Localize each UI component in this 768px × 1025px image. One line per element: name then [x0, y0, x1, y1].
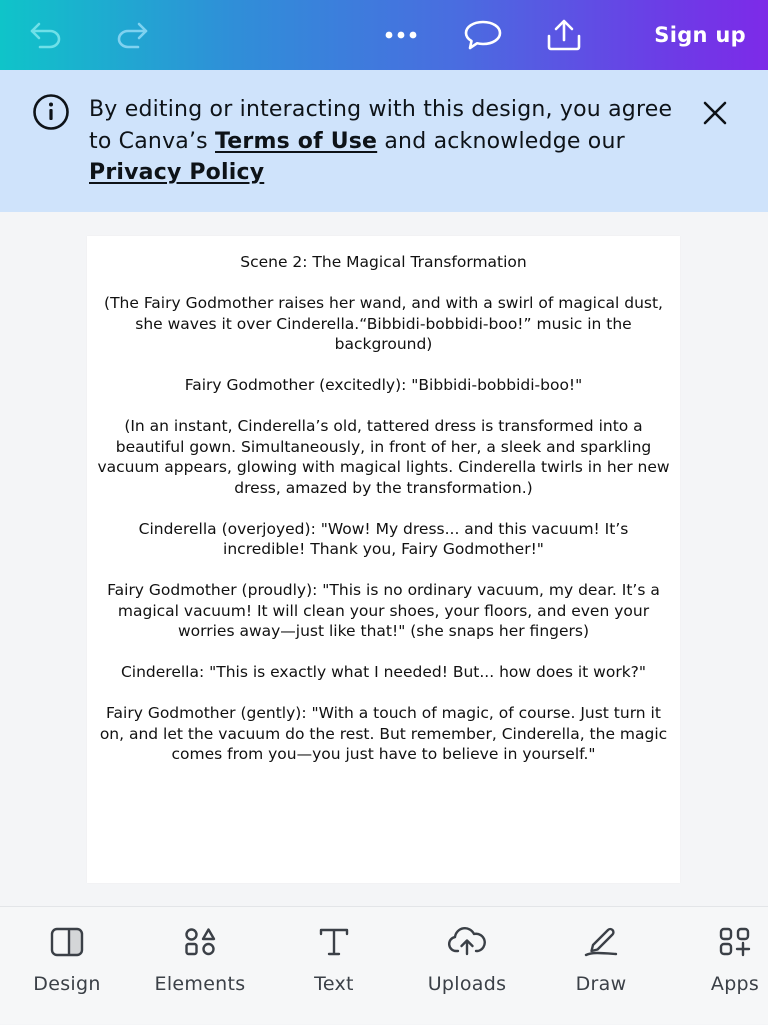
paragraph: Cinderella: "This is exactly what I needed! But... how does it work?" [120, 663, 647, 681]
undo-arrow-icon [28, 21, 64, 49]
terms-notice-banner [0, 70, 768, 212]
paragraph: Cinderella (overjoyed): "Wow! My dress... and this vacuum! It’s incredible! Thank you, Fairy Godmother!" [138, 519, 629, 558]
comment-bubble-icon [463, 19, 503, 51]
bottom-toolbar [0, 906, 768, 1024]
design-layout-icon [50, 927, 84, 957]
more-dots-icon [383, 30, 419, 40]
privacy-policy-link[interactable]: Privacy Policy [89, 160, 265, 185]
close-notice-button[interactable] [698, 96, 732, 130]
notice-text [89, 94, 679, 189]
tool-draw[interactable] [546, 907, 656, 1025]
tool-elements[interactable] [145, 907, 255, 1025]
redo-arrow-icon [114, 21, 150, 49]
close-x-icon [702, 100, 728, 126]
apps-grid-icon [718, 927, 752, 957]
paragraph: (The Fairy Godmother raises her wand, and with a swirl of magical dust, she waves it over Cinderella.“Bibbidi-bobbidi-boo!” music in the background) [104, 294, 663, 353]
paragraph: Fairy Godmother (gently): "With a touch of magic, of course. Just turn it on, and let the vacuum do the rest. But remember, Cinderella, the magic comes from you—you just have to believe in yourself." [99, 704, 668, 763]
notice-text-middle: and acknowledge our [377, 128, 625, 154]
top-bar [0, 0, 768, 70]
share-upload-icon [545, 18, 583, 52]
tool-text[interactable] [279, 907, 389, 1025]
tool-apps-label: Apps [710, 973, 760, 995]
share-button[interactable] [538, 0, 590, 70]
upload-cloud-icon [447, 927, 487, 957]
tool-apps[interactable] [680, 907, 768, 1025]
info-circle-icon [32, 93, 70, 135]
undo-button[interactable] [22, 0, 70, 70]
more-options-button[interactable] [376, 0, 426, 70]
tool-text-label: Text [314, 973, 354, 995]
terms-of-use-link[interactable]: Terms of Use [215, 128, 378, 154]
paragraph: Fairy Godmother (proudly): "This is no ordinary vacuum, my dear. It’s a magical vacuum! It will clean your shoes, your floors, and even your worries away—just like that!" (she snaps her fingers) [107, 581, 660, 640]
design-page[interactable] [87, 236, 680, 883]
paragraph: (In an instant, Cinderella’s old, tattered dress is transformed into a beautiful gown. Simultaneously, in front of her, a sleek and sparkling vacuum appears, glowing with magical lights. Cinderella twirls in her new dress, amazed by the transformation.) [97, 417, 670, 497]
tool-uploads-label: Uploads [427, 973, 507, 995]
tool-draw-label: Draw [575, 973, 627, 995]
tool-elements-label: Elements [154, 973, 246, 995]
comment-button[interactable] [458, 0, 508, 70]
elements-shapes-icon [183, 927, 217, 957]
tool-design[interactable] [12, 907, 122, 1025]
paragraph: Fairy Godmother (excitedly): "Bibbidi-bobbidi-boo!" [184, 376, 583, 394]
design-canvas-area[interactable] [0, 212, 768, 906]
scene-title: Scene 2: The Magical Transformation [240, 253, 527, 271]
notice-text-before: By editing or interacting with this design, you agree to Canva’s [89, 97, 673, 154]
redo-button[interactable] [108, 0, 156, 70]
sign-up-button[interactable]: Sign up [654, 23, 746, 47]
draw-pen-icon [582, 927, 620, 957]
tool-uploads[interactable] [412, 907, 522, 1025]
text-t-icon [317, 927, 351, 957]
tool-design-label: Design [33, 973, 101, 995]
script-text-box[interactable] [97, 252, 670, 785]
